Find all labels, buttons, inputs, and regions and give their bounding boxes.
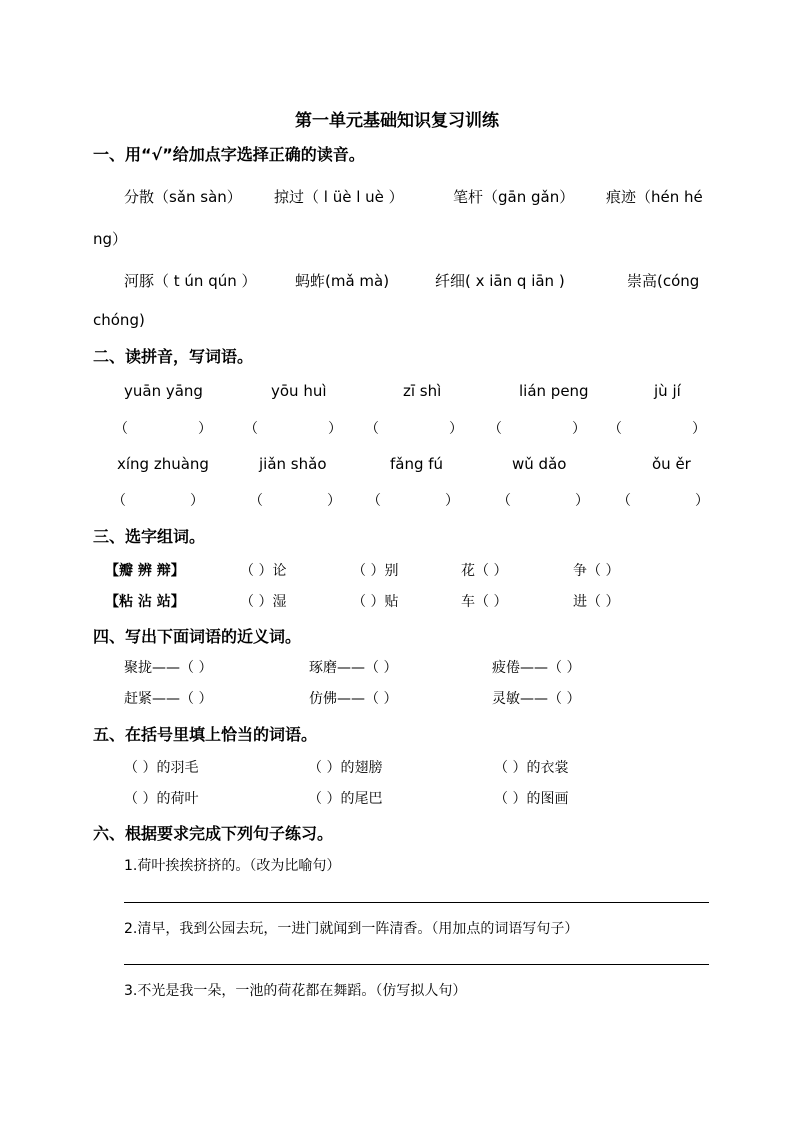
pinyin: yōu huì	[271, 382, 327, 400]
answer-paren: （	[114, 421, 128, 437]
section-5-heading: 五、在括号里填上恰当的词语。	[93, 725, 318, 744]
s1-item: 河豚（ t ún qún ）	[124, 272, 257, 290]
pinyin: wǔ dǎo	[512, 455, 567, 473]
s1-item: 痕迹（hén hé	[606, 188, 703, 206]
question-3: 3.不光是我一朵，一池的荷花都在舞蹈。（仿写拟人句）	[124, 983, 467, 999]
answer-paren: （	[488, 421, 502, 437]
section-6-heading: 六、根据要求完成下列句子练习。	[93, 824, 334, 843]
section-4-heading: 四、写出下面词语的近义词。	[93, 627, 302, 646]
fill-phrase: （ ）的衣裳	[494, 760, 569, 776]
question-2: 2.清早，我到公园去玩，一进门就闻到一阵清香。（用加点的词语写句子）	[124, 921, 579, 937]
pinyin: zī shì	[403, 382, 442, 400]
synonym-item: 疲倦——（ ）	[492, 660, 581, 676]
fill-item: （ ）论	[240, 563, 287, 579]
pinyin: jiǎn shǎo	[259, 455, 327, 473]
fill-item: 进（ ）	[573, 594, 620, 610]
char-group: 【瓣 辨 辩】	[105, 563, 185, 579]
s1-item-wrap: ng）	[93, 230, 128, 248]
answer-paren: ）	[198, 421, 212, 437]
answer-paren: （	[365, 421, 379, 437]
answer-line	[124, 964, 709, 965]
pinyin: yuān yāng	[124, 382, 203, 400]
pinyin: jù jí	[654, 382, 681, 400]
section-3-heading: 三、选字组词。	[93, 527, 206, 546]
fill-phrase: （ ）的尾巴	[308, 791, 383, 807]
fill-item: 花（ ）	[461, 563, 508, 579]
fill-item: （ ）湿	[240, 594, 287, 610]
answer-paren: （	[367, 493, 381, 509]
answer-paren: （	[497, 493, 511, 509]
synonym-item: 赶紧——（ ）	[124, 691, 213, 707]
answer-paren: ）	[327, 493, 341, 509]
s1-item: 蚂蚱(mǎ mà)	[295, 272, 390, 290]
synonym-item: 仿佛——（ ）	[309, 691, 398, 707]
fill-phrase: （ ）的翅膀	[308, 760, 383, 776]
page-title: 第一单元基础知识复习训练	[295, 111, 499, 131]
pinyin: lián peng	[519, 382, 589, 400]
section-1-heading: 一、用“√”给加点字选择正确的读音。	[93, 145, 365, 164]
fill-item: （ ）别	[352, 563, 399, 579]
answer-paren: （	[608, 421, 622, 437]
question-1: 1.荷叶挨挨挤挤的。（改为比喻句）	[124, 858, 341, 874]
answer-paren: ）	[695, 493, 709, 509]
answer-paren: （	[112, 493, 126, 509]
section-2-heading: 二、读拼音，写词语。	[93, 347, 254, 366]
fill-phrase: （ ）的羽毛	[124, 760, 199, 776]
fill-item: 争（ ）	[573, 563, 620, 579]
answer-paren: ）	[692, 421, 706, 437]
answer-paren: ）	[572, 421, 586, 437]
s1-item-wrap: chóng)	[93, 311, 145, 329]
answer-paren: （	[244, 421, 258, 437]
s1-item: 笔杆（gān gǎn）	[453, 188, 575, 206]
synonym-item: 聚拢——（ ）	[124, 660, 213, 676]
answer-paren: （	[249, 493, 263, 509]
pinyin: fǎng fú	[390, 455, 444, 473]
answer-line	[124, 902, 709, 903]
answer-paren: ）	[575, 493, 589, 509]
fill-phrase: （ ）的荷叶	[124, 791, 199, 807]
s1-item: 掠过（ l üè l uè ）	[274, 188, 404, 206]
char-group: 【粘 沾 站】	[105, 594, 185, 610]
synonym-item: 灵敏——（ ）	[492, 691, 581, 707]
pinyin: ǒu ěr	[652, 455, 691, 473]
fill-item: 车（ ）	[461, 594, 508, 610]
answer-paren: ）	[190, 493, 204, 509]
synonym-item: 琢磨——（ ）	[309, 660, 398, 676]
answer-paren: ）	[328, 421, 342, 437]
answer-paren: ）	[449, 421, 463, 437]
answer-paren: ）	[445, 493, 459, 509]
fill-phrase: （ ）的图画	[494, 791, 569, 807]
pinyin: xíng zhuàng	[117, 455, 209, 473]
s1-item: 崇高(cóng	[627, 272, 700, 290]
answer-paren: （	[617, 493, 631, 509]
s1-item: 分散（sǎn sàn）	[124, 188, 242, 206]
s1-item: 纤细( x iān q iān )	[435, 272, 565, 290]
fill-item: （ ）贴	[352, 594, 399, 610]
